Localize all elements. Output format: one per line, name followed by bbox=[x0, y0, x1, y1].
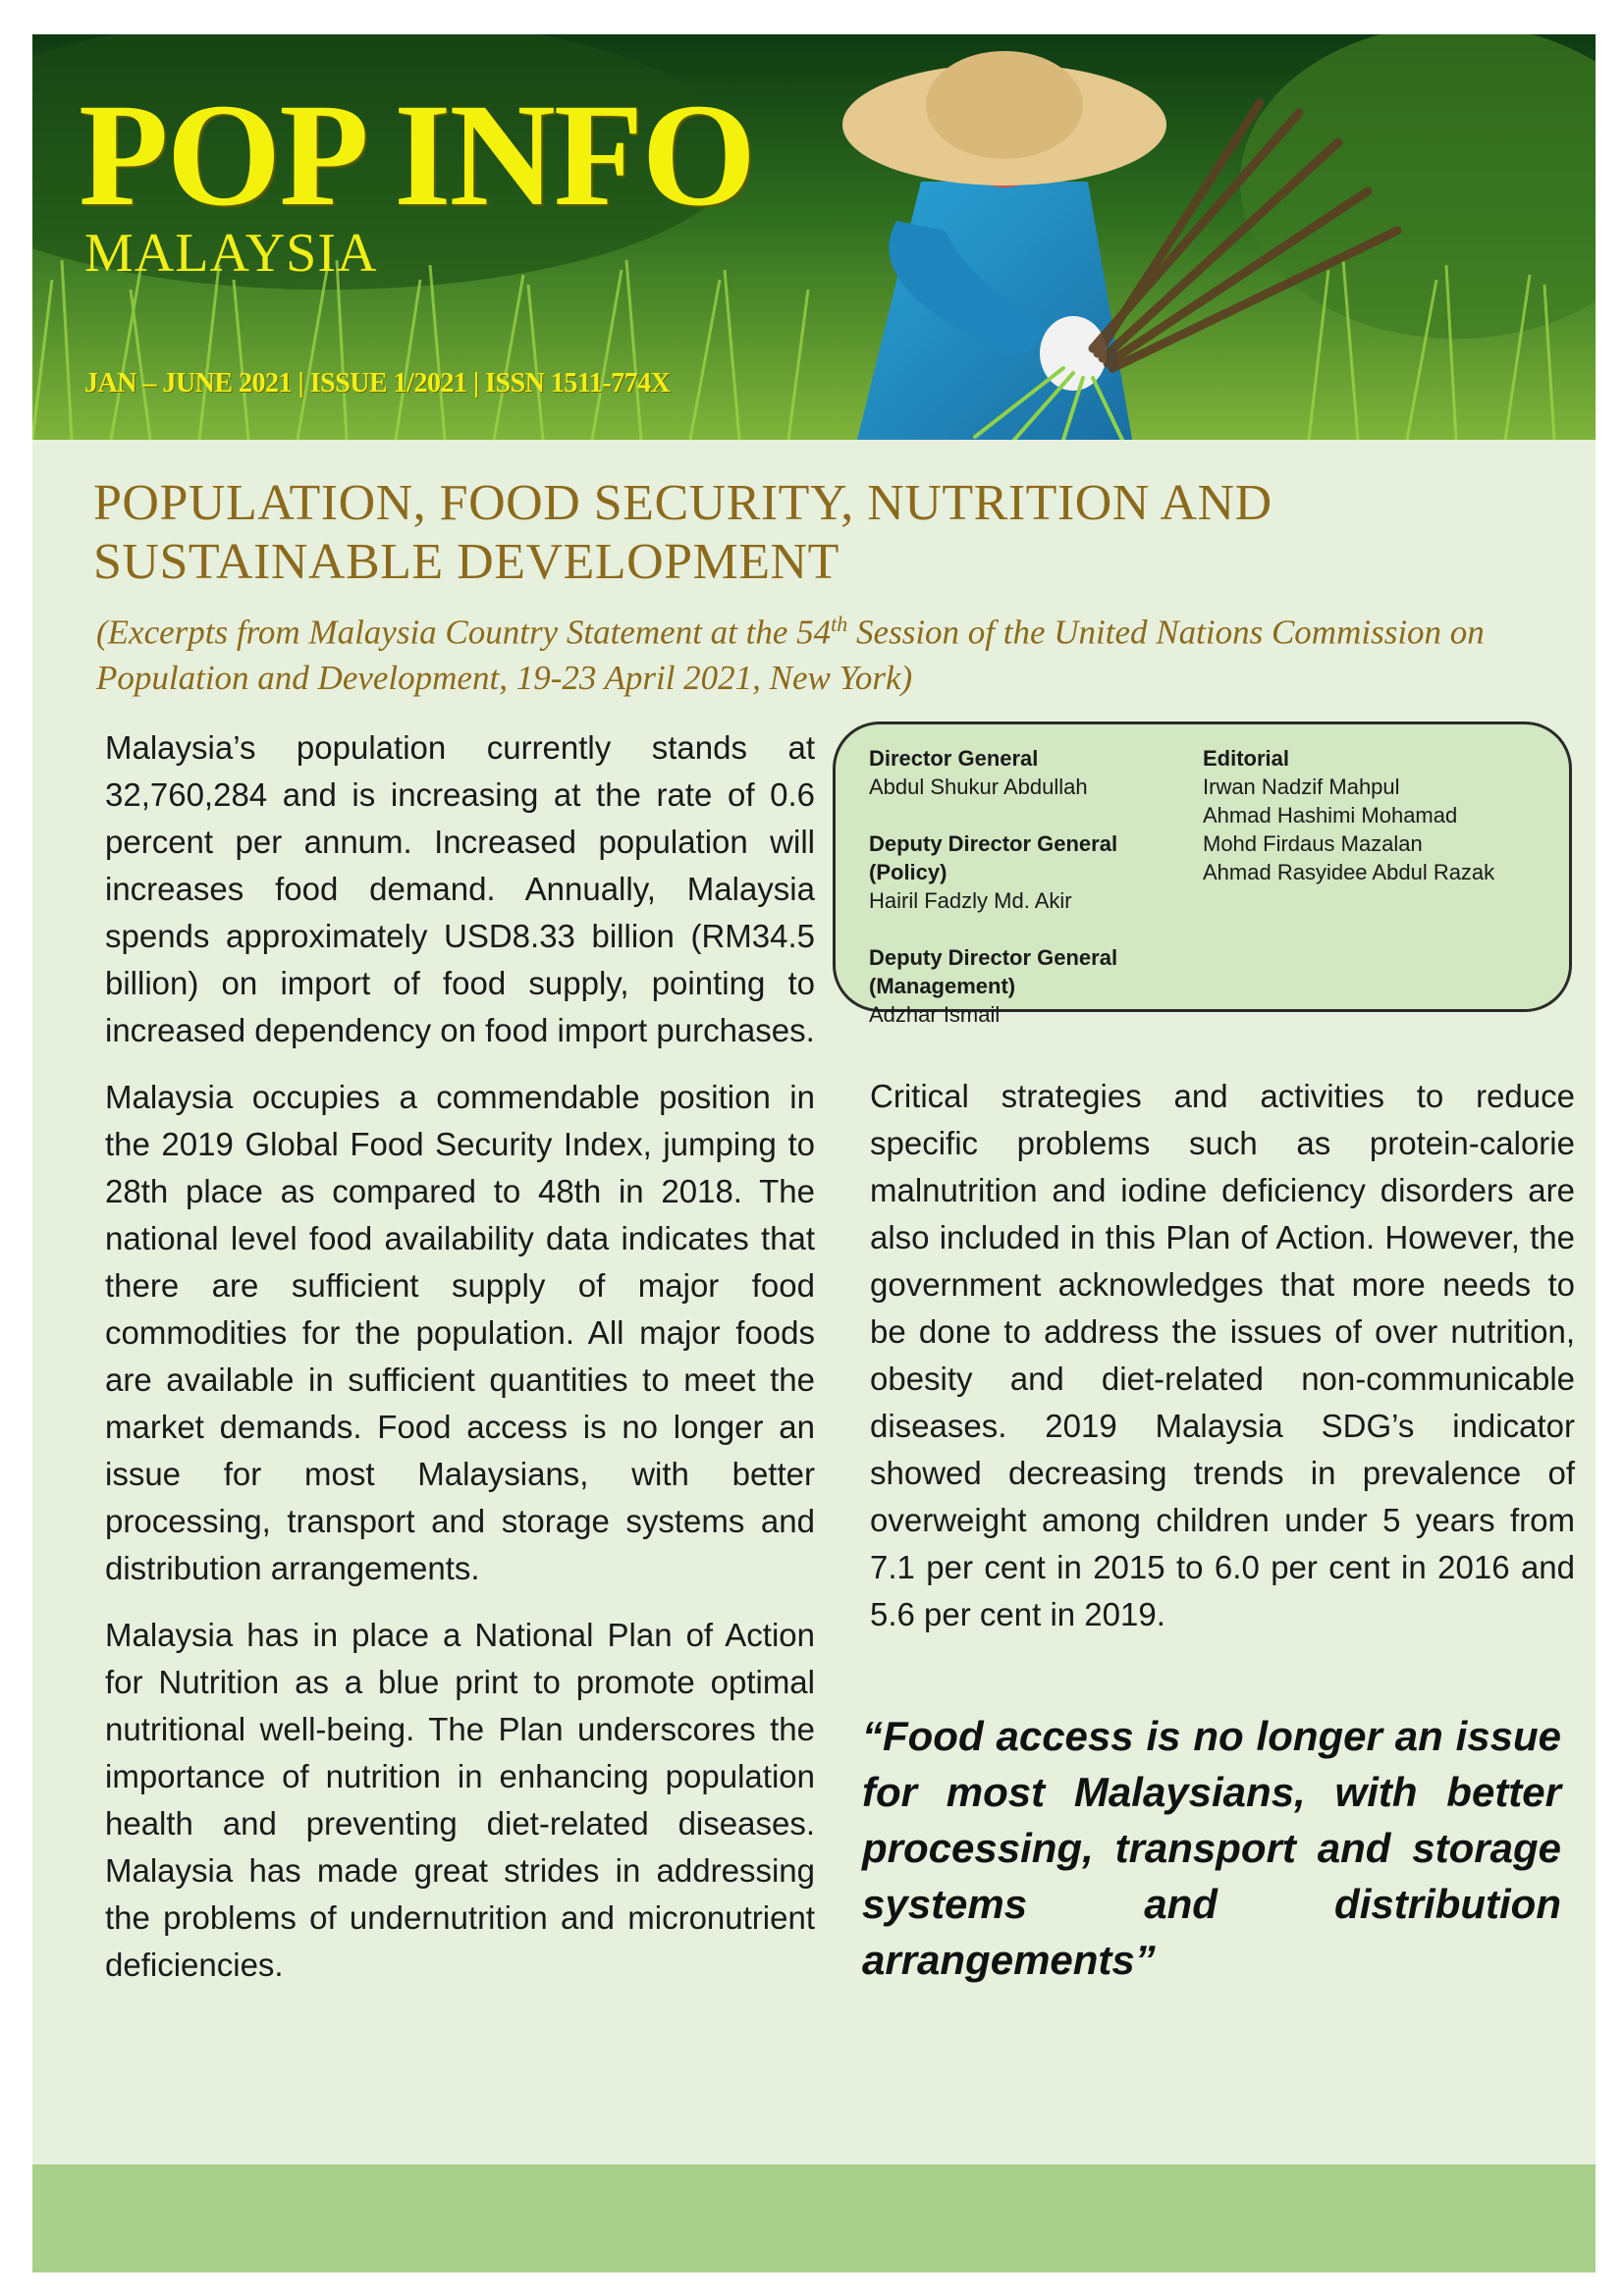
body-paragraph-3: Malaysia has in place a National Plan of Action for Nutrition as a blue print to promote optimal nutritional well-being. The Plan underscores the importance of nutrition in enhancing population health and preventing diet-related diseases. Malaysia has made great strides in addressing the problems of undernutrition and micronutrient deficiencies. bbox=[105, 1617, 815, 1983]
subhead-superscript: th bbox=[831, 612, 848, 636]
ddg-management-role: Deputy Director General bbox=[869, 945, 1118, 970]
ddg-management-role-detail: (Management) bbox=[869, 974, 1016, 998]
headline-line-2: SUSTAINABLE DEVELOPMENT bbox=[93, 534, 839, 590]
director-general-name: Abdul Shukur Abdullah bbox=[869, 774, 1088, 799]
issue-line: JAN – JUNE 2021 | ISSUE 1/2021 | ISSN 1511-774X bbox=[84, 368, 671, 399]
editorial-role: Editorial bbox=[1203, 746, 1290, 771]
editorial-member: Mohd Firdaus Mazalan bbox=[1203, 831, 1423, 856]
newsletter-page bbox=[32, 34, 1596, 2272]
ddg-policy-role-detail: (Policy) bbox=[869, 860, 947, 884]
editorial-member: Irwan Nadzif Mahpul bbox=[1203, 774, 1400, 799]
body-paragraph-1: Malaysia’s population currently stands at 32,760,284 and is increasing at the rate of 0.6 percent per annum. Increased population will increases food demand. Annually, Malaysia spends approximately USD8.33 billion (RM34.5 billion) on import of food supply, pointing to increased dependency on food import purchases. bbox=[105, 729, 815, 1048]
article-subheading bbox=[96, 602, 1569, 701]
ddg-management-name: Adzhar Ismail bbox=[869, 1002, 1001, 1027]
pull-quote: “Food access is no longer an issue for most Malaysians, with better processing, transport and storage systems and distribution arrangements” bbox=[862, 1713, 1561, 1983]
ddg-policy-name: Hairil Fadzly Md. Akir bbox=[869, 888, 1072, 913]
director-general-role: Director General bbox=[869, 746, 1039, 771]
editorial-board-box bbox=[833, 721, 1572, 1027]
masthead-banner bbox=[32, 34, 1596, 440]
subhead-part-1: (Excerpts from Malaysia Country Statement at the 54 bbox=[96, 613, 832, 652]
editorial-right-column bbox=[1203, 744, 1556, 886]
masthead-subtitle: MALAYSIA bbox=[84, 223, 378, 284]
right-column bbox=[870, 1073, 1575, 1638]
footer-bar bbox=[32, 2164, 1596, 2272]
subhead-part-2: Session of the United Nations Commission on Population and Development, 19-23 April 2021, New York) bbox=[96, 613, 1485, 697]
body-paragraph-4: Critical strategies and activities to reduce specific problems such as protein-calorie malnutrition and iodine deficiency disorders are also included in this Plan of Action. However, the government acknowledges that more needs to be done to address the issues of over nutrition, obesity and diet-related non-communicable diseases. 2019 Malaysia SDG’s indicator showed decreasing trends in prevalence of overweight among children under 5 years from 7.1 per cent in 2015 to 6.0 per cent in 2016 and 5.6 per cent in 2019. bbox=[870, 1078, 1575, 1632]
editorial-member: Ahmad Rasyidee Abdul Razak bbox=[1203, 860, 1495, 884]
headline-line-1: POPULATION, FOOD SECURITY, NUTRITION AND bbox=[93, 475, 1272, 531]
masthead-title: POP INFO bbox=[79, 74, 755, 237]
editorial-member: Ahmad Hashimi Mohamad bbox=[1203, 803, 1458, 828]
left-column bbox=[105, 724, 815, 1989]
editorial-left-column bbox=[869, 744, 1183, 1029]
article-headline bbox=[93, 474, 1507, 592]
ddg-policy-role: Deputy Director General bbox=[869, 831, 1118, 856]
body-paragraph-2: Malaysia occupies a commendable position in the 2019 Global Food Security Index, jumping to 28th place as compared to 48th in 2018. The national level food availability data indicates that there are sufficient supply of major food commodities for the population. All major foods are available in sufficient quantities to meet the market demands. Food access is no longer an issue for most Malaysians, with better processing, transport and storage systems and distribution arrangements. bbox=[105, 1079, 815, 1586]
